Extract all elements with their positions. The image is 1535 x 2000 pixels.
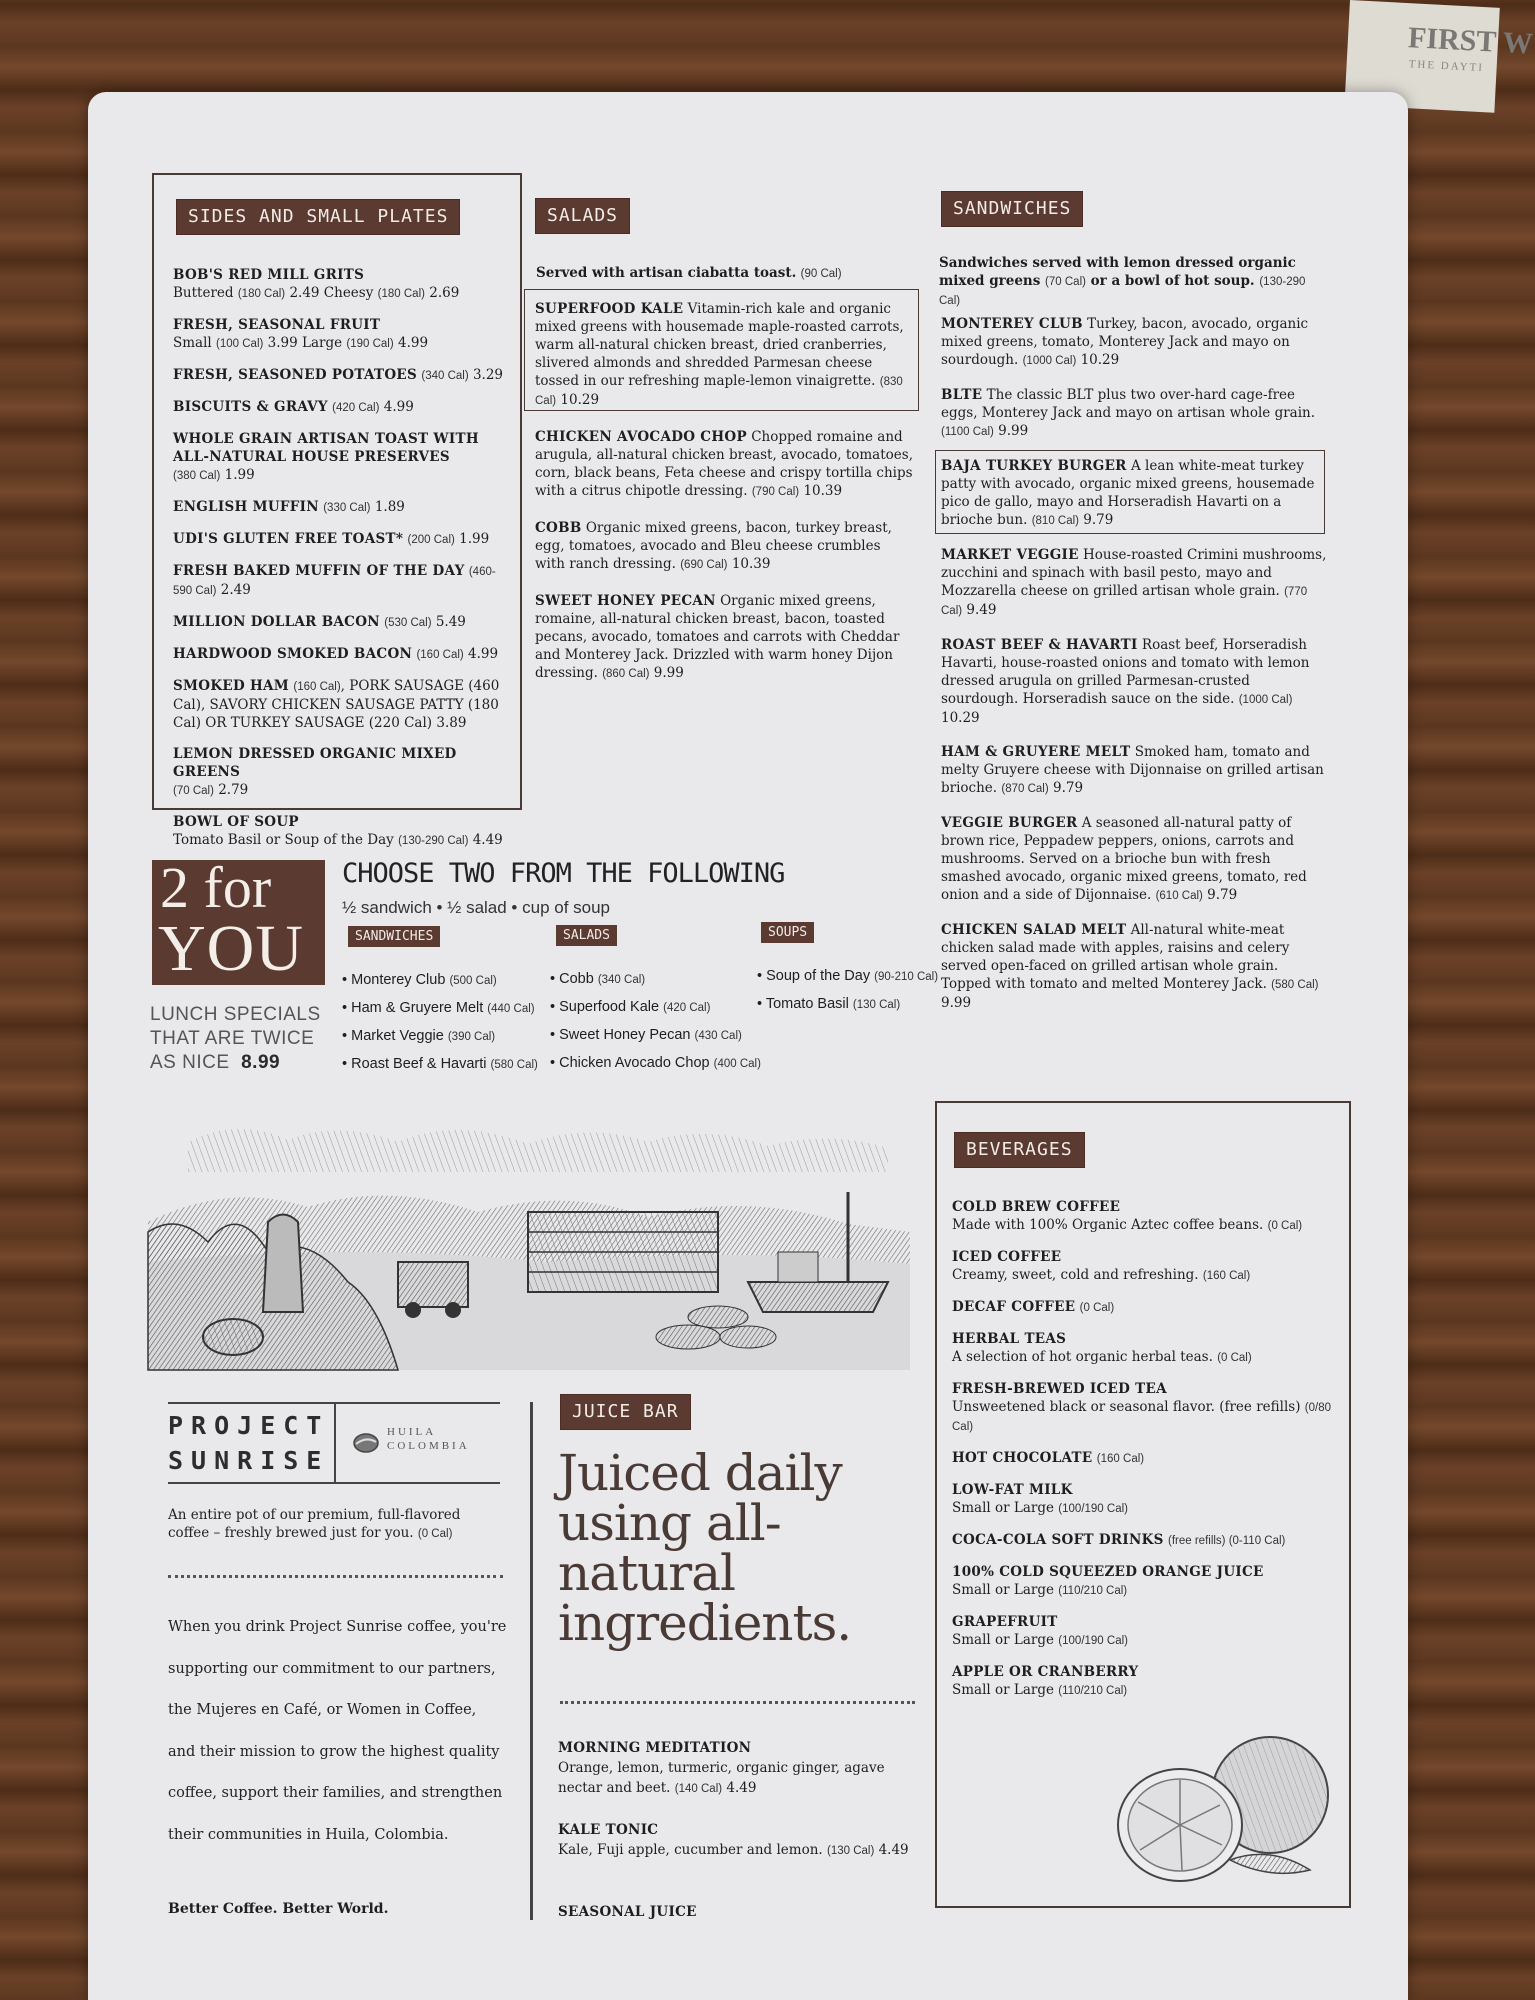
beverage-item-desc: Small or Large bbox=[952, 1582, 1059, 1598]
side-item bbox=[173, 562, 508, 600]
beverage-item-name: LOW-FAT MILK bbox=[952, 1482, 1073, 1498]
lunch-specials-tagline bbox=[150, 1003, 350, 1075]
two-for-you-price: 8.99 bbox=[241, 1052, 281, 1073]
sandwich-item-price: 9.49 bbox=[962, 602, 997, 618]
beverage-item-name: APPLE OR CRANBERRY bbox=[952, 1664, 1139, 1680]
side-item-name: BOWL OF SOUP bbox=[173, 814, 299, 830]
side-item-cal: (160 Cal) bbox=[416, 649, 464, 661]
sandwich-item-cal: (580 Cal) bbox=[1271, 979, 1319, 991]
salads-label: SALADS bbox=[536, 199, 629, 233]
side-item-cal: (200 Cal) bbox=[407, 534, 455, 546]
citrus-fruit-illustration bbox=[1110, 1730, 1340, 1890]
beverage-item-name: HERBAL TEAS bbox=[952, 1331, 1067, 1347]
beverage-item-cal: (160 Cal) bbox=[1096, 1453, 1145, 1465]
tfy-sandwich-item: • Roast Beef & Havarti (580 Cal) bbox=[342, 1056, 538, 1072]
huila-colombia-origin bbox=[387, 1425, 470, 1453]
sandwiches-intro bbox=[939, 254, 1329, 310]
side-item-name: ENGLISH MUFFIN bbox=[173, 499, 319, 515]
juice-item-price: 4.49 bbox=[874, 1842, 909, 1858]
side-item-cal: (70 Cal) bbox=[173, 785, 214, 797]
tfy-salad-item-cal: (430 Cal) bbox=[694, 1030, 742, 1042]
tfy-salad-item: • Sweet Honey Pecan (430 Cal) bbox=[550, 1027, 742, 1043]
salad-item-cal: (690 Cal) bbox=[680, 559, 728, 571]
juice-item-price: 4.49 bbox=[722, 1780, 757, 1796]
salad-item bbox=[535, 592, 913, 683]
beverage-item bbox=[952, 1481, 1337, 1518]
side-item-price: 2.49 bbox=[216, 582, 251, 598]
salad-item-desc: Vitamin-rich kale and organic mixed greens with housemade maple-roasted carrots, warm all-natural chicken breast, dried cranberries, slivered almonds and shredded Parmesan cheese tossed in our refreshing maple-lemon vinaigrette. bbox=[535, 301, 904, 389]
ps-blurb-cal: (0 Cal) bbox=[417, 1528, 453, 1540]
beverage-item bbox=[952, 1298, 1337, 1317]
sandwich-item bbox=[941, 386, 1331, 441]
sandwich-item-desc: The classic BLT plus two over-hard cage-free eggs, Monterey Jack and mayo on artisan whole grain. bbox=[941, 387, 1316, 421]
sandwich-item-desc: Turkey, bacon, avocado, organic mixed greens, tomato, Monterey Jack and mayo on sourdough. bbox=[941, 316, 1309, 368]
choose-two-subtitle: ½ sandwich • ½ salad • cup of soup bbox=[342, 898, 611, 917]
beverage-item-cal: (0/80 Cal) bbox=[952, 1402, 1331, 1433]
two-for-text: 2 for bbox=[160, 855, 272, 920]
beverage-item-name: FRESH-BREWED ICED TEA bbox=[952, 1381, 1167, 1397]
side-item-cal: (180 Cal) bbox=[237, 288, 286, 300]
side-item bbox=[173, 677, 508, 732]
tfy-salad-item-cal: (340 Cal) bbox=[597, 974, 646, 986]
two-for-you-logo bbox=[152, 855, 325, 985]
sandwiches-intro-cal: (70 Cal) bbox=[1045, 276, 1086, 288]
side-item-price: 1.89 bbox=[370, 499, 405, 515]
tagline-line-3 bbox=[150, 1051, 350, 1075]
side-item-price: 4.99 bbox=[463, 646, 499, 662]
sandwich-item-name: CHICKEN SALAD MELT bbox=[941, 922, 1127, 938]
beverage-item-cal: (free refills) (0-110 Cal) bbox=[1168, 1535, 1286, 1547]
side-item-name: BOB'S RED MILL GRITS bbox=[173, 267, 365, 283]
sandwich-item bbox=[941, 546, 1331, 620]
side-item-price: , PORK SAUSAGE (460 Cal), SAVORY CHICKEN SAUSAGE PATTY (180 Cal) OR TURKEY SAUSAGE (220 Cal) 3.89 bbox=[173, 678, 500, 731]
project-sunrise-tagline: Better Coffee. Better World. bbox=[168, 1901, 389, 1917]
sandwich-item bbox=[941, 921, 1331, 1012]
side-item-price: 4.99 bbox=[379, 399, 414, 415]
side-item-cal: (340 Cal) bbox=[421, 370, 469, 382]
sandwich-item-cal: (1000 Cal) bbox=[1238, 694, 1293, 706]
tfy-salads-label: SALADS bbox=[556, 925, 617, 946]
side-item-detail: Tomato Basil or Soup of the Day bbox=[173, 832, 399, 848]
sandwich-item-desc: Roast beef, Horseradish Havarti, house-roasted onions and tomato with lemon dressed arugula on grilled Parmesan-crusted sourdough. Horseradish sauce on the side. bbox=[941, 637, 1310, 707]
choose-two-title: CHOOSE TWO FROM THE FOLLOWING bbox=[342, 858, 785, 889]
beverage-item-name: 100% COLD SQUEEZED ORANGE JUICE bbox=[952, 1564, 1264, 1580]
corner-card-subtitle: THE DAYTI bbox=[1408, 58, 1485, 75]
juice-item bbox=[558, 1902, 918, 1922]
beverage-item-desc: Made with 100% Organic Aztec coffee beans. bbox=[952, 1217, 1268, 1233]
beverage-item-name: DECAF COFFEE bbox=[952, 1299, 1076, 1315]
beverage-item bbox=[952, 1613, 1337, 1650]
side-item bbox=[173, 645, 508, 664]
side-item-cal2: (190 Cal) bbox=[346, 338, 394, 350]
salad-item-cal: (830 Cal) bbox=[535, 376, 903, 407]
coffee-farm-illustration bbox=[148, 1112, 910, 1370]
side-item-cal: (460-590 Cal) bbox=[173, 566, 496, 597]
sandwiches-intro-cal2: (130-290 Cal) bbox=[939, 276, 1306, 307]
sandwich-item-desc: A lean white-meat turkey patty with avocado, organic mixed greens, housemade pico de gallo, mayo and Horseradish Havarti on a brioche bun. bbox=[941, 458, 1315, 528]
beverage-item bbox=[952, 1449, 1337, 1468]
sandwich-item-price: 10.29 bbox=[1076, 352, 1120, 368]
sandwiches-label: SANDWICHES bbox=[942, 192, 1082, 226]
tfy-sandwich-item-name: Monterey Club bbox=[351, 972, 446, 988]
juice-dotted-divider bbox=[560, 1701, 915, 1704]
origin-line-2: COLOMBIA bbox=[387, 1440, 470, 1452]
sandwich-item-price: 9.79 bbox=[1079, 512, 1114, 528]
tagline-line-2: THAT ARE TWICE bbox=[150, 1028, 315, 1049]
side-item bbox=[173, 366, 508, 385]
beverages-label: BEVERAGES bbox=[955, 1133, 1084, 1167]
sandwich-item bbox=[941, 814, 1331, 905]
tfy-sandwich-item: • Monterey Club (500 Cal) bbox=[342, 972, 497, 988]
side-item-price: 3.99 Large bbox=[263, 335, 347, 351]
project-sunrise-title bbox=[168, 1408, 329, 1478]
juice-bar-label: JUICE BAR bbox=[561, 1395, 690, 1429]
salads-intro-text: Served with artisan ciabatta toast. bbox=[536, 265, 797, 281]
tfy-salad-item: • Cobb (340 Cal) bbox=[550, 971, 646, 987]
tfy-salad-item-name: Sweet Honey Pecan bbox=[559, 1027, 691, 1043]
tfy-sandwich-item-cal: (500 Cal) bbox=[449, 975, 497, 987]
side-item-price: 1.99 bbox=[454, 531, 490, 547]
side-item-price2: 2.69 bbox=[424, 285, 460, 301]
side-item-name: WHOLE GRAIN ARTISAN TOAST WITH ALL-NATURAL HOUSE PRESERVES bbox=[173, 431, 479, 465]
juice-item-name: KALE TONIC bbox=[558, 1822, 659, 1838]
tfy-sandwich-item-name: Ham & Gruyere Melt bbox=[351, 1000, 484, 1016]
beverage-item bbox=[952, 1531, 1337, 1550]
juice-item-name: MORNING MEDITATION bbox=[558, 1740, 752, 1756]
sandwich-item-cal: (610 Cal) bbox=[1155, 890, 1203, 902]
sides-label: SIDES AND SMALL PLATES bbox=[177, 200, 459, 234]
sandwich-item bbox=[941, 743, 1331, 798]
beverage-item bbox=[952, 1248, 1337, 1285]
sandwich-item-desc: A seasoned all-natural patty of brown rice, Peppadew peppers, onions, carrots and mushrooms. Served on a brioche bun with fresh smashed avocado, organic mixed greens, tomato, red onion and a side of Dijonnaise. bbox=[941, 815, 1307, 903]
beverages-list bbox=[952, 1198, 1337, 1713]
salad-item bbox=[535, 428, 913, 501]
side-item-cal: (130-290 Cal) bbox=[398, 835, 469, 847]
sandwich-item-price: 9.99 bbox=[993, 423, 1029, 439]
side-item bbox=[173, 266, 508, 303]
sandwich-item-desc: House-roasted Crimini mushrooms, zucchini and spinach with basil pesto, mayo and Mozzarella cheese on grilled artisan whole grain. bbox=[941, 547, 1327, 599]
sandwich-item-cal: (770 Cal) bbox=[941, 586, 1308, 617]
tfy-soup-item-name: Tomato Basil bbox=[765, 996, 849, 1012]
side-item-cal: (330 Cal) bbox=[323, 502, 371, 514]
sandwich-item-price: 9.99 bbox=[941, 995, 972, 1011]
juice-item-cal: (140 Cal) bbox=[674, 1783, 723, 1795]
salads-intro bbox=[536, 264, 916, 283]
beverage-item-name: GRAPEFRUIT bbox=[952, 1614, 1058, 1630]
side-item-cal: (420 Cal) bbox=[332, 402, 380, 414]
project-sunrise-blurb bbox=[168, 1506, 488, 1543]
sandwich-item-name: MONTEREY CLUB bbox=[941, 316, 1083, 332]
tfy-soup-item-name: Soup of the Day bbox=[766, 968, 871, 984]
beverage-item-desc: Creamy, sweet, cold and refreshing. bbox=[952, 1267, 1203, 1283]
side-item-cal2: (180 Cal) bbox=[377, 288, 425, 300]
beverage-item bbox=[952, 1198, 1337, 1235]
salad-item-name: SWEET HONEY PECAN bbox=[535, 593, 716, 609]
juice-item-desc: Orange, lemon, turmeric, organic ginger, agave nectar and beet. bbox=[558, 1760, 885, 1796]
sandwiches-intro-text2: or a bowl of hot soup. bbox=[1085, 273, 1260, 289]
salad-item-name: COBB bbox=[535, 520, 582, 536]
salad-item-price: 10.39 bbox=[799, 483, 843, 499]
side-item-price: 2.49 Cheesy bbox=[285, 285, 378, 301]
sandwich-item-name: BAJA TURKEY BURGER bbox=[941, 458, 1127, 474]
side-item-price: 5.49 bbox=[431, 614, 466, 630]
tfy-sandwich-item-cal: (580 Cal) bbox=[490, 1059, 538, 1071]
side-item-price: 4.49 bbox=[468, 832, 503, 848]
you-text: YOU bbox=[158, 912, 304, 985]
project-sunrise-story: When you drink Project Sunrise coffee, you're supporting our commitment to our partners, the Mujeres en Café, or Women in Coffee, and their mission to grow the highest quality coffee, support their families, and strengthen their communities in Huila, Colombia. bbox=[168, 1619, 507, 1843]
beverage-item-name: COLD BREW COFFEE bbox=[952, 1199, 1121, 1215]
salad-item-price: 10.29 bbox=[556, 392, 600, 408]
sandwich-item-price: 9.79 bbox=[1202, 887, 1238, 903]
side-item-detail: Small bbox=[173, 335, 217, 351]
side-item bbox=[173, 530, 508, 549]
side-item-name: BISCUITS & GRAVY bbox=[173, 399, 328, 415]
beverage-item-cal: (0 Cal) bbox=[1267, 1220, 1303, 1232]
beverage-item-cal: (160 Cal) bbox=[1202, 1270, 1251, 1282]
ps-blurb-text: An entire pot of our premium, full-flavored coffee – freshly brewed just for you. bbox=[168, 1507, 461, 1541]
side-item-price: 2.79 bbox=[213, 782, 249, 798]
sandwich-item-cal: (810 Cal) bbox=[1031, 515, 1080, 527]
side-item-name: LEMON DRESSED ORGANIC MIXED GREENS bbox=[173, 746, 457, 780]
sides-list bbox=[173, 266, 508, 863]
tfy-sandwich-item: • Ham & Gruyere Melt (440 Cal) bbox=[342, 1000, 535, 1016]
sandwiches-list bbox=[941, 315, 1331, 1028]
juice-item bbox=[558, 1738, 918, 1799]
salad-item bbox=[535, 519, 913, 574]
sandwich-item bbox=[941, 636, 1331, 727]
salad-item-desc: Organic mixed greens, romaine, all-natural chicken breast, bacon, toasted pecans, avocado, tomatoes and carrots with Cheddar and Monterey Jack. Drizzled with warm honey Dijon dressing. bbox=[535, 593, 900, 681]
side-item-name: SMOKED HAM bbox=[173, 678, 290, 694]
salads-intro-cal: (90 Cal) bbox=[800, 268, 842, 280]
juice-item-desc: Kale, Fuji apple, cucumber and lemon. bbox=[558, 1842, 827, 1858]
ps-bottom-rule bbox=[168, 1482, 500, 1484]
beverage-item-desc: A selection of hot organic herbal teas. bbox=[952, 1349, 1218, 1365]
salad-item-desc: Organic mixed greens, bacon, turkey breast, egg, tomatoes, avocado and Bleu cheese crumbles with ranch dressing. bbox=[535, 520, 892, 572]
tfy-soup-item-cal: (130 Cal) bbox=[852, 999, 901, 1011]
column-divider bbox=[530, 1402, 533, 1920]
tfy-salad-item: • Superfood Kale (420 Cal) bbox=[550, 999, 711, 1015]
sandwich-item-cal: (1100 Cal) bbox=[941, 426, 994, 438]
side-item-name: FRESH, SEASONED POTATOES bbox=[173, 367, 418, 383]
ps-dotted-divider bbox=[168, 1575, 503, 1578]
side-item bbox=[173, 316, 508, 353]
side-item-detail: Buttered bbox=[173, 285, 238, 301]
tagline-line-1: LUNCH SPECIALS bbox=[150, 1004, 321, 1025]
sandwich-item-desc: All-natural white-meat chicken salad made with apples, raisins and celery served open-faced on grilled artisan whole grain. Topped with tomato and melted Monterey Jack. bbox=[941, 922, 1290, 992]
side-item-cal: (100 Cal) bbox=[216, 338, 264, 350]
beverage-item-cal: (110/210 Cal) bbox=[1058, 1585, 1128, 1597]
origin-line-1: HUILA bbox=[387, 1426, 437, 1438]
side-item-cal: (160 Cal) bbox=[293, 681, 341, 693]
side-item-price: 1.99 bbox=[220, 467, 255, 483]
tfy-sandwich-item-name: Market Veggie bbox=[351, 1028, 444, 1044]
beverage-item-cal: (110/210 Cal) bbox=[1058, 1685, 1128, 1697]
sandwich-item-price: 10.29 bbox=[941, 710, 980, 726]
side-item-price2: 4.99 bbox=[393, 335, 429, 351]
salad-item-cal: (790 Cal) bbox=[751, 486, 800, 498]
sandwich-item-name: HAM & GRUYERE MELT bbox=[941, 744, 1131, 760]
salad-item-name: CHICKEN AVOCADO CHOP bbox=[535, 429, 747, 445]
tfy-sandwich-item-cal: (390 Cal) bbox=[447, 1031, 496, 1043]
juice-item bbox=[558, 1820, 918, 1861]
salad-item bbox=[535, 300, 913, 410]
juice-bar-headline: Juiced daily using all-natural ingredients. bbox=[558, 1444, 852, 1652]
sandwich-item-name: MARKET VEGGIE bbox=[941, 547, 1079, 563]
tfy-sandwich-item-cal: (440 Cal) bbox=[487, 1003, 535, 1015]
tagline-line-3-text: AS NICE bbox=[150, 1052, 230, 1073]
corner-card-title: FIRST W bbox=[1407, 21, 1534, 61]
sandwich-item-name: VEGGIE BURGER bbox=[941, 815, 1078, 831]
side-item-cal: (380 Cal) bbox=[173, 470, 221, 482]
side-item bbox=[173, 430, 508, 485]
beverage-item-desc: Small or Large bbox=[952, 1682, 1059, 1698]
beverage-item-cal: (100/190 Cal) bbox=[1058, 1503, 1128, 1515]
juice-item-name: SEASONAL JUICE bbox=[558, 1904, 697, 1920]
side-item bbox=[173, 498, 508, 517]
tfy-sandwiches-label: SANDWICHES bbox=[348, 926, 440, 947]
side-item-name: UDI'S GLUTEN FREE TOAST* bbox=[173, 531, 404, 547]
tfy-salad-item-name: Chicken Avocado Chop bbox=[559, 1055, 710, 1071]
side-item-cal: (530 Cal) bbox=[384, 617, 432, 629]
tfy-salad-item-name: Cobb bbox=[559, 971, 594, 987]
side-item-name: FRESH, SEASONAL FRUIT bbox=[173, 317, 381, 333]
tfy-salad-item: • Chicken Avocado Chop (400 Cal) bbox=[550, 1055, 761, 1071]
side-item-name: HARDWOOD SMOKED BACON bbox=[173, 646, 413, 662]
tfy-sandwich-item-name: Roast Beef & Havarti bbox=[351, 1056, 487, 1072]
sandwich-item-cal: (1000 Cal) bbox=[1022, 355, 1077, 367]
beverage-item bbox=[952, 1563, 1337, 1600]
salad-item-cal: (860 Cal) bbox=[602, 668, 650, 680]
side-item bbox=[173, 398, 508, 417]
sandwich-item bbox=[941, 315, 1331, 370]
beverage-item-cal: (100/190 Cal) bbox=[1058, 1635, 1128, 1647]
beverage-item-name: ICED COFFEE bbox=[952, 1249, 1062, 1265]
sandwich-item bbox=[941, 457, 1331, 530]
beverage-item-desc: Small or Large bbox=[952, 1500, 1059, 1516]
sunrise-text: SUNRISE bbox=[168, 1446, 330, 1475]
salads-list bbox=[535, 300, 913, 701]
side-item-name: MILLION DOLLAR BACON bbox=[173, 614, 380, 630]
tfy-sandwich-item: • Market Veggie (390 Cal) bbox=[342, 1028, 496, 1044]
side-item bbox=[173, 745, 508, 800]
juice-item-cal: (130 Cal) bbox=[826, 1845, 875, 1857]
salad-item-price: 10.39 bbox=[727, 556, 771, 572]
tfy-soup-item-cal: (90-210 Cal) bbox=[874, 971, 939, 983]
salad-item-desc: Chopped romaine and arugula, all-natural chicken breast, avocado, tomatoes, corn, black beans, Feta cheese and crispy tortilla chips with a citrus chipotle dressing. bbox=[535, 429, 913, 499]
beverage-item-cal: (0 Cal) bbox=[1079, 1302, 1115, 1314]
beverage-item-desc: Unsweetened black or seasonal flavor. (free refills) bbox=[952, 1399, 1305, 1415]
beverage-item bbox=[952, 1330, 1337, 1367]
sandwiches-intro-text: Sandwiches served with lemon dressed organic mixed greens bbox=[939, 255, 1296, 289]
sandwich-item-desc: Smoked ham, tomato and melty Gruyere cheese with Dijonnaise on grilled artisan brioche. bbox=[941, 744, 1324, 796]
beverage-item-desc: Small or Large bbox=[952, 1632, 1059, 1648]
tfy-salad-item-cal: (400 Cal) bbox=[713, 1058, 761, 1070]
sandwich-item-price: 9.79 bbox=[1048, 780, 1084, 796]
project-text: PROJECT bbox=[168, 1411, 330, 1440]
salad-item-name: SUPERFOOD KALE bbox=[535, 301, 684, 317]
ps-divider bbox=[334, 1402, 336, 1482]
beverage-item bbox=[952, 1380, 1337, 1436]
beverage-item-name: COCA-COLA SOFT DRINKS bbox=[952, 1532, 1164, 1548]
tfy-salad-item-name: Superfood Kale bbox=[559, 999, 660, 1015]
tfy-soup-item: • Soup of the Day (90-210 Cal) bbox=[757, 968, 939, 984]
tfy-soups-label: SOUPS bbox=[761, 922, 814, 943]
coffee-bean-icon bbox=[352, 1432, 380, 1454]
side-item bbox=[173, 613, 508, 632]
tfy-soup-item: • Tomato Basil (130 Cal) bbox=[757, 996, 901, 1012]
salad-item-price: 9.99 bbox=[649, 665, 684, 681]
beverage-item-name: HOT CHOCOLATE bbox=[952, 1450, 1093, 1466]
sandwich-item-cal: (870 Cal) bbox=[1001, 783, 1049, 795]
sandwich-item-name: ROAST BEEF & HAVARTI bbox=[941, 637, 1138, 653]
beverage-item bbox=[952, 1663, 1337, 1700]
side-item-price: 3.29 bbox=[468, 367, 504, 383]
side-item bbox=[173, 813, 508, 850]
tfy-salad-item-cal: (420 Cal) bbox=[663, 1002, 711, 1014]
side-item-name: FRESH BAKED MUFFIN OF THE DAY bbox=[173, 563, 465, 579]
sandwich-item-name: BLTE bbox=[941, 387, 983, 403]
beverage-item-cal: (0 Cal) bbox=[1217, 1352, 1252, 1364]
